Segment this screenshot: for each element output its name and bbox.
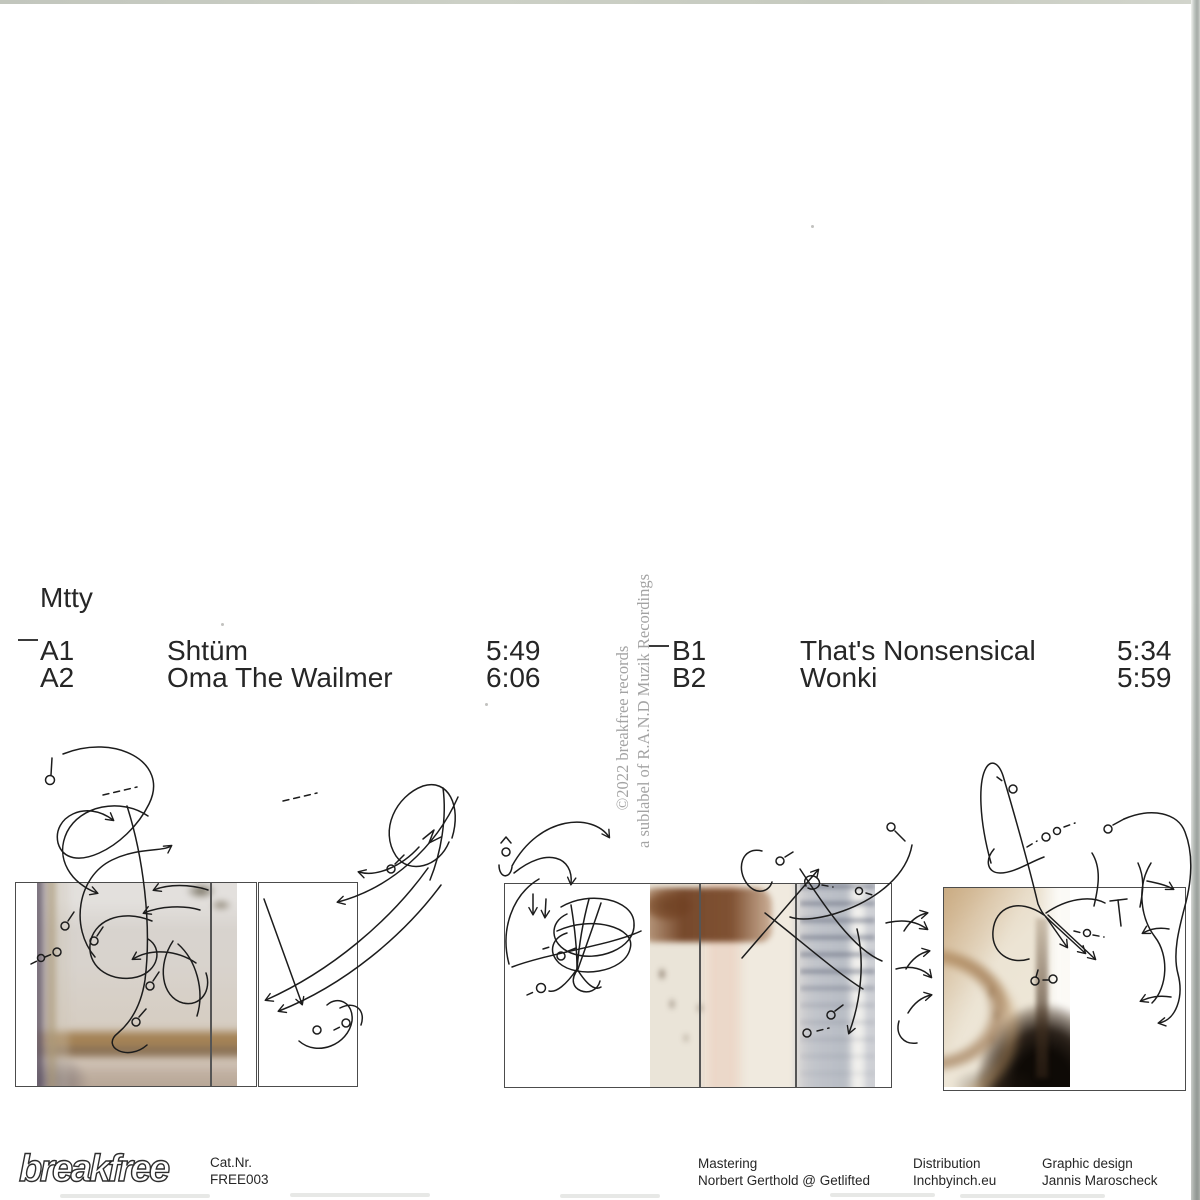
collage-box-middle xyxy=(504,883,892,1088)
copyright-line-1: ©2022 breakfree records xyxy=(613,645,632,811)
scan-smudge xyxy=(830,1193,935,1197)
track-time: 5:49 xyxy=(486,635,541,666)
credit-mastering xyxy=(698,1155,870,1189)
credit-role: Distribution xyxy=(913,1156,981,1171)
label-logo-svg xyxy=(16,1147,196,1193)
collage-divider-line xyxy=(699,884,701,1087)
track-title: Oma The Wailmer xyxy=(167,662,393,693)
track-title: That's Nonsensical xyxy=(800,635,1036,666)
track-time: 5:34 xyxy=(1117,635,1172,666)
scan-speck xyxy=(485,703,488,706)
copyright-line-2: a sublabel of R.A.N.D Muzik Recordings xyxy=(634,573,653,848)
track-pos: A2 xyxy=(40,662,75,693)
collage-box-right xyxy=(943,887,1186,1091)
photo-left xyxy=(37,883,237,1086)
catalog-number: FREE003 xyxy=(210,1172,269,1187)
collage-divider-line xyxy=(210,883,212,1086)
credit-role: Graphic design xyxy=(1042,1156,1133,1171)
credit-role: Mastering xyxy=(698,1156,758,1171)
copyright-vertical-text xyxy=(612,573,654,848)
track-pos: B2 xyxy=(672,662,707,693)
credit-distribution xyxy=(913,1155,996,1189)
track-time: 6:06 xyxy=(486,662,541,693)
scan-smudge xyxy=(960,1194,1105,1198)
photo-middle-stripes xyxy=(800,884,875,1087)
collage-divider-line xyxy=(795,884,797,1087)
photo-middle xyxy=(650,884,875,1087)
track-title: Shtüm xyxy=(167,635,248,666)
photo-right xyxy=(944,888,1070,1087)
credit-name: Norbert Gerthold @ Getlifted xyxy=(698,1173,871,1188)
photo-right-paint xyxy=(944,888,1070,1087)
catalog-block xyxy=(210,1154,269,1188)
credit-graphic-design xyxy=(1042,1155,1158,1189)
photo-left-paint xyxy=(37,883,237,1086)
track-title: Wonki xyxy=(800,662,878,693)
scan-edge-top xyxy=(0,0,1200,4)
catalog-label: Cat.Nr. xyxy=(210,1155,253,1170)
label-logo xyxy=(16,1147,196,1198)
scan-smudge xyxy=(290,1193,430,1197)
track-time: 5:59 xyxy=(1117,662,1172,693)
credit-name: Jannis Maroscheck xyxy=(1042,1173,1158,1188)
side-a-tick-line xyxy=(18,639,38,641)
scan-edge-right xyxy=(1191,0,1200,1200)
scan-speck xyxy=(221,623,224,626)
doodle-cluster-between xyxy=(898,913,931,1043)
photo-middle-brown-band xyxy=(650,888,772,942)
collage-box-left xyxy=(15,882,257,1087)
collage-box-left-blank xyxy=(258,882,358,1087)
scan-speck xyxy=(811,225,814,228)
photo-right-streak xyxy=(1036,918,1048,1078)
scan-smudge xyxy=(560,1194,660,1198)
credit-name: Inchbyinch.eu xyxy=(913,1173,997,1188)
label-logo-text: breakfree xyxy=(19,1148,168,1190)
artist-name: Mtty xyxy=(40,582,93,613)
track-pos: B1 xyxy=(672,635,707,666)
track-pos: A1 xyxy=(40,635,75,666)
